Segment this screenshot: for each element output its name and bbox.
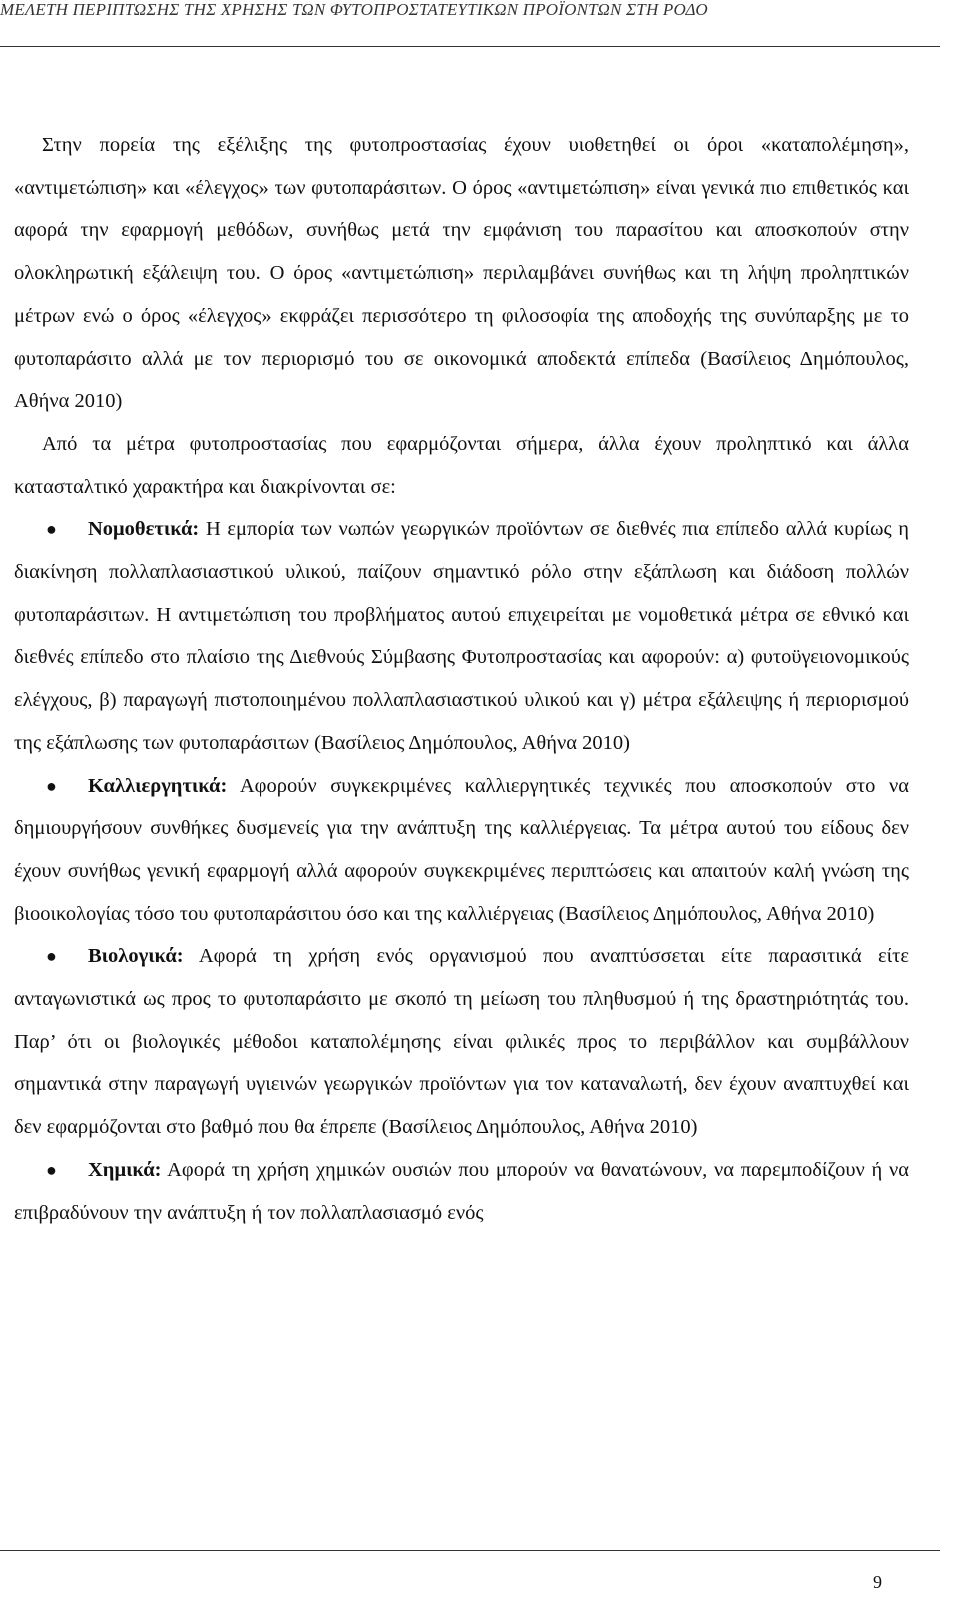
list-item-term: Νομοθετικά: <box>88 518 200 541</box>
list-item-body: Αφορά τη χρήση ενός οργανισμού που αναπτύσσεται είτε παρασιτικά είτε ανταγωνιστικά ως προς το φυτοπαράσιτο με σκοπό τη μείωση του πληθυσμού ή της δραστηριότητάς του. Παρ’ ότι οι βιολογικές μέθοδοι καταπολέμησης είναι φιλικές προς το περιβάλλον και συμβάλλουν σημαντικά στην παραγωγή υγιεινών γεωργικών προϊόντων για τον καταναλωτή, δεν έχουν αναπτυχθεί και δεν εφαρμόζονται στο βαθμό που θα έπρεπε (Βασίλειος Δημόπουλος, Αθήνα 2010) <box>14 945 909 1139</box>
list-item-body: Αφορούν συγκεκριμένες καλλιεργητικές τεχνικές που αποσκοπούν στο να δημιουργήσουν συνθήκες δυσμενείς για την ανάπτυξη της καλλιέργειας. Τα μέτρα αυτού του είδους δεν έχουν συνήθως γενική εφαρμογή αλλά αφορούν συγκεκριμένες περιπτώσεις και απαιτούν καλή γνώση της βιοοικολογίας τόσο του φυτοπαράσιτου όσο και της καλλιέργειας (Βασίλειος Δημόπουλος, Αθήνα 2010) <box>14 774 909 925</box>
list-item-text <box>14 935 909 1149</box>
list-item-body: Αφορά τη χρήση χημικών ουσιών που μπορούν να θανατώνουν, να παρεμποδίζουν ή να επιβραδύνουν την ανάπτυξη ή τον πολλαπλασιασμό ενός <box>14 1158 909 1224</box>
document-title: ΜΕΛΕΤΗ ΠΕΡΙΠΤΩΣΗΣ ΤΗΣ ΧΡΗΣΗΣ ΤΩΝ ΦΥΤΟΠΡΟΣΤΑΤΕΥΤΙΚΩΝ ΠΡΟΪΟΝΤΩΝ ΣΤΗ ΡΟΔΟ <box>0 0 708 19</box>
bullet-icon: ● <box>46 1159 57 1180</box>
list-item-biological <box>14 935 909 1149</box>
footer-rule <box>0 1550 940 1551</box>
list-item-text <box>14 1149 909 1234</box>
list-item-text <box>14 508 909 764</box>
list-item-legislative <box>14 508 909 764</box>
page-number: 9 <box>873 1572 882 1592</box>
measures-intro-paragraph: Από τα μέτρα φυτοπροστασίας που εφαρμόζονται σήμερα, άλλα έχουν προληπτικό και άλλα κατασταλτικό χαρακτήρα και διακρίνονται σε: <box>14 432 909 498</box>
list-item-body: Η εμπορία των νωπών γεωργικών προϊόντων σε διεθνές πια επίπεδο αλλά κυρίως η διακίνηση πολλαπλασιαστικού υλικού, παίζουν σημαντικό ρόλο στην εξάπλωση και διάδοση πολλών φυτοπαράσιτων. Η αντιμετώπιση του προβλήματος αυτού επιχειρείται με νομοθετικά μέτρα σε εθνικό και διεθνές επίπεδο στο πλαίσιο της Διεθνούς Σύμβασης Φυτοπροστασίας και αφορούν: α) φυτοϋγειονομικούς ελέγχους, β) παραγωγή πιστοποιημένου πολλαπλασιαστικού υλικού και γ) μέτρα εξάλειψης ή περιορισμού της εξάπλωσης των φυτοπαράσιτων (Βασίλειος Δημόπουλος, Αθήνα 2010) <box>14 518 909 754</box>
page-body <box>14 124 909 1234</box>
list-item-term: Καλλιεργητικά: <box>88 774 228 797</box>
bullet-icon: ● <box>46 519 57 540</box>
intro-paragraph: Στην πορεία της εξέλιξης της φυτοπροστασίας έχουν υιοθετηθεί οι όροι «καταπολέμηση», «αντιμετώπιση» και «έλεγχος» των φυτοπαράσιτων. Ο όρος «αντιμετώπιση» είναι γενικά πιο επιθετικός και αφορά την εφαρμογή μεθόδων, συνήθως μετά την εμφάνιση του παρασίτου και αποσκοπούν στην ολοκληρωτική εξάλειψη του. Ο όρος «αντιμετώπιση» περιλαμβάνει συνήθως και τη λήψη προληπτικών μέτρων ενώ ο όρος «έλεγχος» εκφράζει περισσότερο τη φιλοσοφία της αποδοχής της συνύπαρξης με το φυτοπαράσιτο αλλά με τον περιορισμό του σε οικονομικά αποδεκτά επίπεδα (Βασίλειος Δημόπουλος, Αθήνα 2010) <box>14 134 909 413</box>
list-item-cultivation <box>14 765 909 936</box>
bullet-icon: ● <box>46 775 57 796</box>
list-item-text <box>14 765 909 936</box>
list-item-chemical <box>14 1149 909 1234</box>
list-item-term: Βιολογικά: <box>88 945 184 968</box>
bullet-icon: ● <box>46 946 57 967</box>
list-item-term: Χημικά: <box>88 1158 162 1181</box>
page-header <box>0 0 940 47</box>
